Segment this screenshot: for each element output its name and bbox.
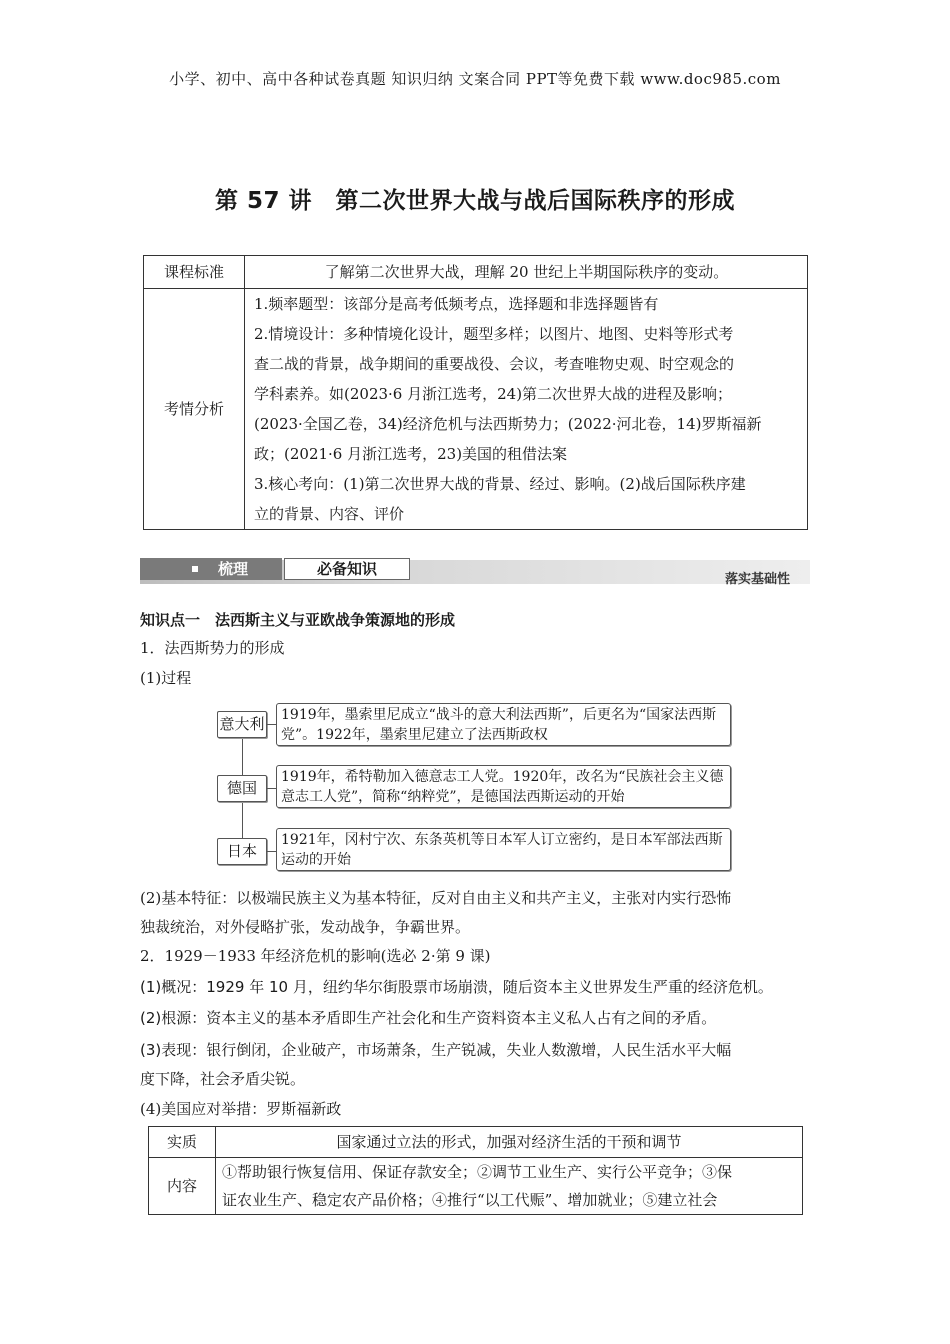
item2-heading: 2．1929－1933 年经济危机的影响(选必 2·第 9 课) bbox=[140, 947, 491, 965]
knowledge-point-heading: 知识点一 法西斯主义与亚欧战争策源地的形成 bbox=[140, 611, 456, 629]
item2-manifestation-1: (3)表现：银行倒闭，企业破产，市场萧条，生产锐减，失业人数激增，人民生活水平大幅 bbox=[140, 1041, 732, 1059]
item1-heading: 1．法西斯势力的形成 bbox=[140, 639, 285, 657]
analysis-line: 查二战的背景，战争期间的重要战役、会议，考查唯物史观、时空观念的 bbox=[254, 355, 735, 373]
country-box-italy: 意大利 bbox=[217, 711, 267, 738]
event-box-germany: 1919年，希特勒加入德意志工人党。1920年，改名为“民族社会主义德意志工人党”，简称“纳粹党”，是德国法西斯运动的开始 bbox=[276, 765, 731, 808]
section-subtitle: 落实基础性 bbox=[725, 572, 791, 587]
square-bullet-icon bbox=[192, 566, 198, 572]
analysis-content bbox=[245, 289, 808, 530]
diagram-link bbox=[266, 788, 276, 789]
analysis-line: 2.情境设计：多种情境化设计，题型多样；以图片、地图、史料等形式考 bbox=[254, 325, 734, 343]
analysis-line: 3.核心考向：(1)第二次世界大战的背景、经过、影响。(2)战后国际秩序建 bbox=[254, 475, 746, 493]
standards-content: 了解第二次世界大战，理解 20 世纪上半期国际秩序的变动。 bbox=[245, 256, 808, 289]
content-line: ①帮助银行恢复信用、保证存款安全；②调节工业生产、实行公平竞争；③保 bbox=[222, 1163, 733, 1181]
analysis-label: 考情分析 bbox=[144, 289, 245, 530]
standards-label: 课程标准 bbox=[144, 256, 245, 289]
item1-sub1: (1)过程 bbox=[140, 669, 192, 687]
section-tag-review-label: 梳理 bbox=[218, 560, 249, 578]
features-line-2: 独裁统治，对外侵略扩张，发动战争，争霸世界。 bbox=[140, 918, 471, 936]
section-tag-knowledge: 必备知识 bbox=[284, 558, 410, 580]
item2-root-cause: (2)根源：资本主义的基本矛盾即生产社会化和生产资料资本主义私人占有之间的矛盾。 bbox=[140, 1009, 717, 1027]
page-header: 小学、初中、高中各种试卷真题 知识归纳 文案合同 PPT等免费下载 www.doc985.com bbox=[169, 70, 781, 88]
event-box-italy: 1919年，墨索里尼成立“战斗的意大利法西斯”，后更名为“国家法西斯党”。1922年，墨索里尼建立了法西斯政权 bbox=[276, 703, 731, 746]
essence-content: 国家通过立法的形式，加强对经济生活的干预和调节 bbox=[216, 1127, 803, 1158]
item2-us-response: (4)美国应对举措：罗斯福新政 bbox=[140, 1100, 342, 1118]
analysis-line: 立的背景、内容、评价 bbox=[254, 505, 405, 523]
analysis-line: 政；(2021·6 月浙江选考，23)美国的租借法案 bbox=[254, 445, 568, 463]
analysis-line: 学科素养。如(2023·6 月浙江选考，24)第二次世界大战的进程及影响； bbox=[254, 385, 733, 403]
features-line-1: (2)基本特征：以极端民族主义为基本特征，反对自由主义和共产主义，主张对内实行恐怖 bbox=[140, 889, 732, 907]
country-box-japan: 日本 bbox=[217, 838, 267, 865]
diagram-link bbox=[266, 724, 276, 725]
item2-manifestation-2: 度下降，社会矛盾尖锐。 bbox=[140, 1070, 306, 1088]
standards-table bbox=[143, 255, 808, 530]
new-deal-table bbox=[148, 1126, 803, 1215]
content-label: 内容 bbox=[149, 1158, 216, 1215]
item2-overview: (1)概况：1929 年 10 月，纽约华尔街股票市场崩溃，随后资本主义世界发生严重的经济危机。 bbox=[140, 978, 773, 996]
content-line: 证农业生产、稳定农产品价格；④推行“以工代赈”、增加就业；⑤建立社会 bbox=[222, 1191, 718, 1209]
diagram-link bbox=[266, 851, 276, 852]
analysis-line: (2023·全国乙卷，34)经济危机与法西斯势力；(2022·河北卷，14)罗斯福新 bbox=[254, 415, 762, 433]
analysis-line: 1.频率题型：该部分是高考低频考点，选择题和非选择题皆有 bbox=[254, 295, 659, 313]
content-content bbox=[216, 1158, 803, 1215]
country-box-germany: 德国 bbox=[217, 775, 267, 802]
page-title: 第 57 讲 第二次世界大战与战后国际秩序的形成 bbox=[214, 188, 736, 214]
section-tag-review bbox=[140, 558, 282, 580]
essence-label: 实质 bbox=[149, 1127, 216, 1158]
event-box-japan: 1921年，冈村宁次、东条英机等日本军人订立密约，是日本军部法西斯运动的开始 bbox=[276, 828, 731, 871]
